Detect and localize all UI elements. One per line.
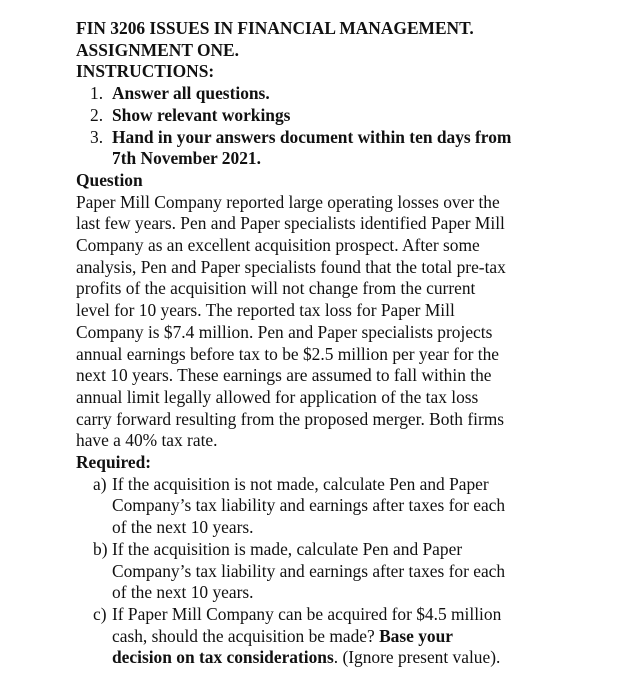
instruction-item bbox=[76, 127, 596, 170]
required-emphasis: Base your bbox=[379, 625, 453, 646]
required-line bbox=[112, 626, 596, 648]
required-label: c) bbox=[93, 603, 107, 624]
required-item-a bbox=[76, 474, 596, 539]
required-text: cash, should the acquisition be made? bbox=[112, 625, 380, 646]
question-line: profits of the acquisition will not change from the current bbox=[76, 278, 476, 299]
required-label: a) bbox=[93, 473, 107, 494]
required-line: If the acquisition is not made, calculate Pen and Paper bbox=[112, 473, 489, 494]
question-body bbox=[76, 192, 596, 452]
question-line: carry forward resulting from the proposed merger. Both firms bbox=[76, 408, 505, 429]
instruction-item bbox=[76, 83, 596, 105]
instruction-text: 7th November 2021. bbox=[112, 148, 261, 169]
instructions-list bbox=[76, 83, 596, 170]
required-item-b bbox=[76, 539, 596, 604]
question-heading: Question bbox=[76, 169, 143, 190]
required-line: of the next 10 years. bbox=[112, 517, 254, 538]
required-line bbox=[112, 647, 596, 669]
required-text: . (Ignore present value). bbox=[333, 647, 501, 668]
question-line: next 10 years. These earnings are assumed to fall within the bbox=[76, 365, 492, 386]
instruction-item bbox=[76, 105, 596, 127]
instructions-heading: INSTRUCTIONS: bbox=[76, 61, 215, 82]
instruction-text: Hand in your answers document within ten days from bbox=[112, 126, 512, 147]
assignment-heading: ASSIGNMENT ONE. bbox=[76, 39, 239, 60]
question-line: Company as an excellent acquisition prospect. After some bbox=[76, 235, 480, 256]
required-list bbox=[76, 474, 596, 669]
course-title: FIN 3206 ISSUES IN FINANCIAL MANAGEMENT. bbox=[76, 18, 474, 38]
required-line: of the next 10 years. bbox=[112, 582, 254, 603]
required-heading: Required: bbox=[76, 452, 152, 473]
required-line: If Paper Mill Company can be acquired for $4.5 million bbox=[112, 603, 502, 624]
instruction-text: Answer all questions. bbox=[112, 83, 270, 104]
question-line: Paper Mill Company reported large operating losses over the bbox=[76, 191, 500, 212]
question-line: annual limit legally allowed for application of the tax loss bbox=[76, 386, 479, 407]
required-emphasis: decision on tax considerations bbox=[112, 647, 334, 668]
question-line: Company is $7.4 million. Pen and Paper specialists projects bbox=[76, 321, 493, 342]
question-line: annual earnings before tax to be $2.5 million per year for the bbox=[76, 343, 500, 364]
question-line: have a 40% tax rate. bbox=[76, 430, 218, 451]
instruction-number: 1. bbox=[90, 83, 104, 104]
assignment-document bbox=[76, 18, 596, 669]
required-line: Company’s tax liability and earnings after taxes for each bbox=[112, 560, 506, 581]
instruction-number: 2. bbox=[90, 104, 104, 125]
instruction-text: Show relevant workings bbox=[112, 104, 291, 125]
required-line: Company’s tax liability and earnings after taxes for each bbox=[112, 495, 506, 516]
required-line: If the acquisition is made, calculate Pen and Paper bbox=[112, 538, 463, 559]
question-line: analysis, Pen and Paper specialists found that the total pre-tax bbox=[76, 256, 506, 277]
required-label: b) bbox=[93, 538, 108, 559]
instruction-number: 3. bbox=[90, 126, 104, 147]
question-line: last few years. Pen and Paper specialists identified Paper Mill bbox=[76, 213, 505, 234]
question-line: level for 10 years. The reported tax loss for Paper Mill bbox=[76, 300, 455, 321]
required-item-c bbox=[76, 604, 596, 669]
